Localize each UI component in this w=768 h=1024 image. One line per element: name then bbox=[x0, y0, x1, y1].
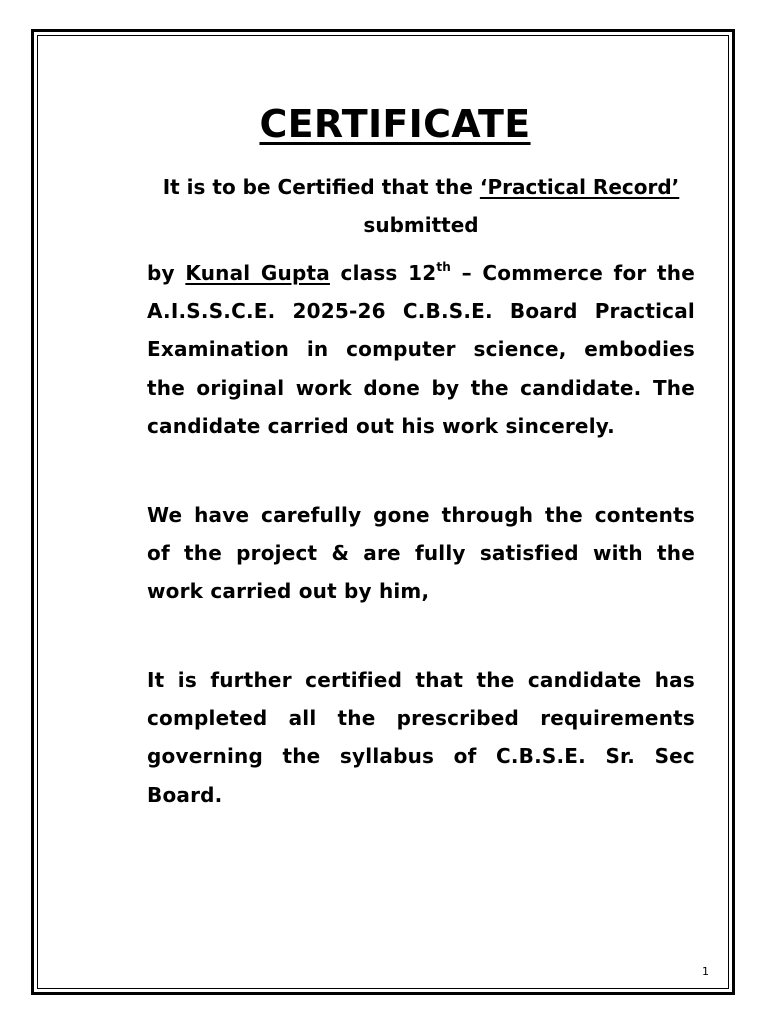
certificate-title: CERTIFICATE bbox=[259, 102, 531, 146]
intro-prefix: It is to be Certified that the bbox=[162, 175, 480, 199]
certificate-paragraph-3: It is further certified that the candidate has completed all the prescribed requirements governing the syllabus of C.B.S.E. Sr. Sec Board. bbox=[147, 668, 695, 807]
paragraph-1-rest: – Commerce for the A.I.S.S.C.E. 2025-26 C.B.S.E. Board Practical Examination in computer science, embodies the original work done by the candidate. The candidate carried out his work sincerely. bbox=[147, 261, 695, 438]
class-text: class 12 bbox=[329, 261, 437, 285]
intro-suffix: submitted bbox=[363, 213, 479, 237]
by-text: by bbox=[147, 261, 186, 285]
certificate-paragraph-1 bbox=[147, 254, 695, 445]
certificate-paragraph-2: We have carefully gone through the contents of the project & are fully satisfied with the work carried out by him, bbox=[147, 503, 695, 604]
student-name: Kunal Gupta bbox=[185, 261, 330, 285]
certificate-intro bbox=[147, 168, 695, 244]
class-superscript: th bbox=[436, 260, 452, 274]
record-title: ‘Practical Record’ bbox=[479, 175, 680, 199]
page-number: 1 bbox=[702, 965, 709, 978]
